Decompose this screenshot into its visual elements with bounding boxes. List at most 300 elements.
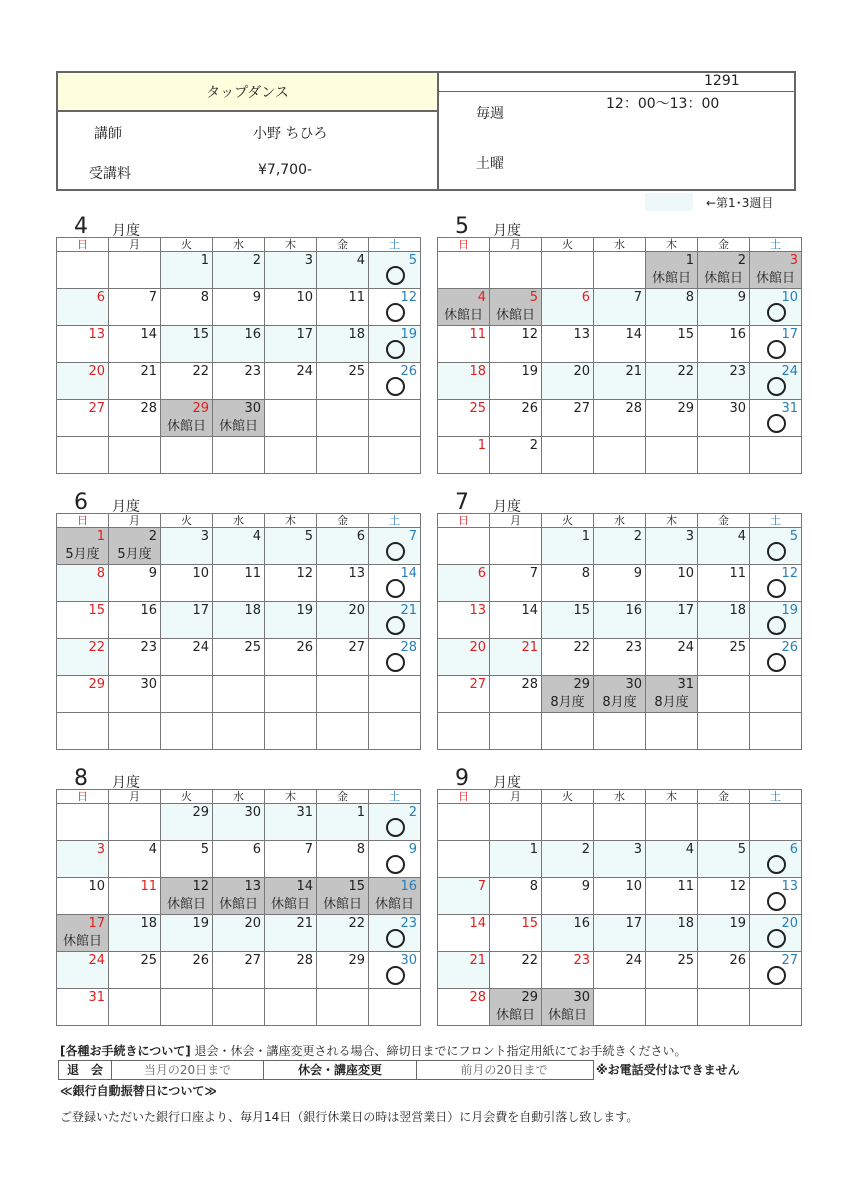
day-number: 13 [348, 566, 365, 581]
day-cell [750, 326, 802, 363]
weekday-header: 月 [490, 514, 542, 528]
day-cell [213, 326, 265, 363]
day-cell [594, 676, 646, 713]
day-cell [161, 252, 213, 289]
day-number: 18 [677, 916, 694, 931]
day-cell [594, 915, 646, 952]
day-cell [750, 804, 802, 841]
day-number: 19 [296, 603, 313, 618]
month-number: 5 [455, 214, 469, 239]
day-note: 8月度 [654, 695, 689, 710]
day-number: 14 [625, 327, 642, 342]
day-cell [265, 713, 317, 750]
day-cell [750, 989, 802, 1026]
day-cell [109, 252, 161, 289]
weekday-header: 木 [265, 238, 317, 252]
day-cell [438, 804, 490, 841]
day-cell [542, 528, 594, 565]
day-cell [213, 363, 265, 400]
class-day-circle-icon [386, 818, 405, 837]
day-cell [57, 841, 109, 878]
weekday-header: 金 [698, 238, 750, 252]
weekday-header: 金 [698, 514, 750, 528]
day-cell [594, 363, 646, 400]
day-number: 17 [88, 916, 105, 931]
day-cell [698, 639, 750, 676]
day-cell [646, 602, 698, 639]
day-number: 5 [737, 842, 746, 857]
day-number: 14 [140, 327, 157, 342]
day-cell [369, 565, 421, 602]
course-code: 1291 [704, 73, 740, 89]
day-note: 休館日 [703, 271, 743, 286]
day-cell [265, 841, 317, 878]
day-cell [265, 639, 317, 676]
day-number: 17 [625, 916, 642, 931]
day-cell [698, 400, 750, 437]
day-cell [161, 565, 213, 602]
legend-swatch [645, 193, 693, 211]
day-number: 1 [581, 529, 590, 544]
day-number: 2 [633, 529, 642, 544]
class-day-circle-icon [767, 855, 786, 874]
month-suffix: 月度 [493, 223, 521, 239]
day-cell [57, 676, 109, 713]
day-note: 休館日 [218, 419, 258, 434]
day-cell [317, 841, 369, 878]
day-cell [161, 713, 213, 750]
day-number: 18 [140, 916, 157, 931]
day-number: 25 [469, 401, 486, 416]
day-number: 18 [729, 603, 746, 618]
weekday-header: 水 [213, 790, 265, 804]
day-cell [646, 989, 698, 1026]
day-cell [646, 565, 698, 602]
day-cell [698, 565, 750, 602]
day-number: 15 [88, 603, 105, 618]
instructor-label: 講師 [94, 126, 122, 142]
day-cell [161, 326, 213, 363]
day-cell [161, 878, 213, 915]
day-cell [490, 639, 542, 676]
day-number: 4 [148, 842, 157, 857]
day-cell [109, 363, 161, 400]
day-cell [490, 676, 542, 713]
day-cell [369, 252, 421, 289]
day-number: 9 [737, 290, 746, 305]
day-number: 19 [729, 916, 746, 931]
day-cell [698, 289, 750, 326]
day-cell [750, 915, 802, 952]
day-number: 21 [140, 364, 157, 379]
day-number: 10 [296, 290, 313, 305]
day-cell [265, 437, 317, 474]
weekday-header: 土 [750, 790, 802, 804]
day-cell [265, 289, 317, 326]
day-number: 19 [400, 327, 417, 342]
day-number: 5 [304, 529, 313, 544]
day-cell [594, 289, 646, 326]
day-cell [161, 989, 213, 1026]
day-number: 21 [521, 640, 538, 655]
day-cell [698, 363, 750, 400]
day-cell [646, 437, 698, 474]
day-cell [438, 639, 490, 676]
day-cell [57, 400, 109, 437]
day-cell [438, 989, 490, 1026]
course-title: タップダンス [206, 85, 289, 101]
day-number: 15 [348, 879, 365, 894]
day-number: 10 [192, 566, 209, 581]
class-day-circle-icon [386, 616, 405, 635]
day-cell [542, 713, 594, 750]
day-cell [369, 437, 421, 474]
day-number: 12 [192, 879, 209, 894]
day-cell [109, 676, 161, 713]
day-number: 24 [781, 364, 798, 379]
day-cell [490, 713, 542, 750]
day-number: 15 [521, 916, 538, 931]
day-cell [646, 252, 698, 289]
day-cell [369, 602, 421, 639]
phone-note: ※お電話受付はできません [596, 1063, 740, 1077]
day-cell [109, 713, 161, 750]
day-cell [57, 363, 109, 400]
day-cell [265, 400, 317, 437]
day-number: 9 [408, 842, 417, 857]
day-number: 20 [781, 916, 798, 931]
day-note: 5月度 [65, 547, 100, 562]
day-number: 26 [400, 364, 417, 379]
day-cell [213, 804, 265, 841]
day-cell [57, 915, 109, 952]
day-cell [750, 565, 802, 602]
day-cell [542, 602, 594, 639]
day-cell [265, 565, 317, 602]
day-cell [490, 289, 542, 326]
class-day-circle-icon [767, 892, 786, 911]
day-cell [57, 639, 109, 676]
week-note: ←第1･3週目 [706, 196, 774, 210]
weekday-header: 土 [369, 790, 421, 804]
day-number: 26 [192, 953, 209, 968]
day-number: 16 [729, 327, 746, 342]
day-cell [490, 602, 542, 639]
day-number: 19 [781, 603, 798, 618]
weekday-header: 日 [57, 514, 109, 528]
class-day-circle-icon [767, 303, 786, 322]
day-number: 27 [781, 953, 798, 968]
month-number: 6 [74, 490, 88, 515]
month-suffix: 月度 [112, 499, 140, 515]
day-note: 休館日 [547, 1008, 587, 1023]
day-cell [317, 528, 369, 565]
day-cell [109, 915, 161, 952]
month-calendar [56, 237, 421, 474]
day-number: 22 [677, 364, 694, 379]
day-number: 9 [633, 566, 642, 581]
day-cell [57, 989, 109, 1026]
day-cell [369, 676, 421, 713]
day-number: 22 [521, 953, 538, 968]
day-cell [750, 878, 802, 915]
day-number: 7 [304, 842, 313, 857]
day-cell [213, 639, 265, 676]
month-suffix: 月度 [493, 775, 521, 791]
day-number: 23 [573, 953, 590, 968]
day-cell [317, 326, 369, 363]
day-cell [646, 841, 698, 878]
day-number: 23 [140, 640, 157, 655]
day-cell [594, 326, 646, 363]
day-cell [369, 989, 421, 1026]
day-number: 11 [729, 566, 746, 581]
day-cell [161, 639, 213, 676]
day-cell [369, 713, 421, 750]
day-number: 2 [581, 842, 590, 857]
day-number: 27 [88, 401, 105, 416]
day-cell [594, 804, 646, 841]
day-number: 2 [737, 253, 746, 268]
month-calendar [56, 513, 421, 750]
weekday-header: 日 [57, 790, 109, 804]
weekday-header: 火 [542, 790, 594, 804]
day-number: 19 [192, 916, 209, 931]
day-number: 29 [573, 677, 590, 692]
day-number: 22 [348, 916, 365, 931]
month-suffix: 月度 [112, 775, 140, 791]
day-cell [490, 989, 542, 1026]
day-number: 11 [677, 879, 694, 894]
day-cell [698, 252, 750, 289]
day-note: 休館日 [166, 897, 206, 912]
day-cell [594, 528, 646, 565]
day-number: 23 [625, 640, 642, 655]
day-cell [265, 326, 317, 363]
day-number: 13 [781, 879, 798, 894]
day-note: 休館日 [270, 897, 310, 912]
day-cell [213, 400, 265, 437]
day-cell [109, 804, 161, 841]
day-cell [542, 804, 594, 841]
day-cell [698, 841, 750, 878]
day-number: 9 [252, 290, 261, 305]
day-number: 19 [521, 364, 538, 379]
day-number: 4 [356, 253, 365, 268]
weekday-header: 木 [646, 514, 698, 528]
day-cell [161, 400, 213, 437]
day-number: 7 [408, 529, 417, 544]
day-number: 29 [677, 401, 694, 416]
day-cell [161, 528, 213, 565]
day-number: 30 [573, 990, 590, 1005]
day-cell [317, 289, 369, 326]
day-cell [57, 952, 109, 989]
day-cell [109, 602, 161, 639]
day-number: 10 [781, 290, 798, 305]
day-cell [161, 952, 213, 989]
day-cell [369, 841, 421, 878]
day-number: 12 [296, 566, 313, 581]
day-cell [750, 400, 802, 437]
day-number: 6 [96, 290, 105, 305]
month-calendar [56, 789, 421, 1026]
day-cell [490, 915, 542, 952]
day-cell [490, 841, 542, 878]
day-number: 28 [400, 640, 417, 655]
day-number: 26 [781, 640, 798, 655]
day-cell [646, 878, 698, 915]
day-note: 8月度 [602, 695, 637, 710]
day-cell [698, 528, 750, 565]
month-number: 4 [74, 214, 88, 239]
header-right-divider [439, 91, 796, 92]
day-cell [698, 878, 750, 915]
day-number: 18 [348, 327, 365, 342]
day-number: 27 [573, 401, 590, 416]
day-cell [265, 363, 317, 400]
day-cell [438, 289, 490, 326]
day-cell [369, 915, 421, 952]
day-number: 11 [140, 879, 157, 894]
day-cell [109, 400, 161, 437]
day-cell [57, 565, 109, 602]
day-cell [542, 289, 594, 326]
day-cell [369, 952, 421, 989]
day-number: 14 [296, 879, 313, 894]
day-cell [594, 989, 646, 1026]
weekday-header: 金 [317, 238, 369, 252]
day-number: 23 [244, 364, 261, 379]
day-cell [369, 528, 421, 565]
day-cell [265, 676, 317, 713]
day-cell [213, 878, 265, 915]
weekday-header: 火 [161, 238, 213, 252]
weekday-header: 木 [265, 514, 317, 528]
day-number: 17 [677, 603, 694, 618]
day-number: 12 [521, 327, 538, 342]
day-number: 4 [477, 290, 486, 305]
day-cell [438, 565, 490, 602]
day-cell [646, 915, 698, 952]
day-cell [698, 713, 750, 750]
day-number: 7 [529, 566, 538, 581]
day-cell [213, 252, 265, 289]
day-cell [490, 400, 542, 437]
weekday-header: 金 [317, 790, 369, 804]
day-cell [57, 602, 109, 639]
day-cell [317, 915, 369, 952]
day-cell [542, 400, 594, 437]
day-number: 27 [244, 953, 261, 968]
day-cell [213, 528, 265, 565]
day-cell [490, 326, 542, 363]
day-number: 15 [573, 603, 590, 618]
day-number: 26 [729, 953, 746, 968]
day-cell [317, 952, 369, 989]
day-number: 16 [140, 603, 157, 618]
day-number: 12 [729, 879, 746, 894]
class-day-circle-icon [386, 303, 405, 322]
day-number: 23 [729, 364, 746, 379]
day-number: 24 [88, 953, 105, 968]
class-day-circle-icon [386, 579, 405, 598]
day-number: 21 [625, 364, 642, 379]
day-cell [750, 528, 802, 565]
day-note: 休館日 [755, 271, 795, 286]
instructor-name: 小野 ちひろ [253, 126, 328, 142]
fee-value: ¥7,700- [258, 162, 313, 178]
day-number: 6 [581, 290, 590, 305]
pause-label: 休会・講座変更 [264, 1061, 417, 1079]
day-number: 25 [729, 640, 746, 655]
day-number: 3 [633, 842, 642, 857]
day-number: 13 [88, 327, 105, 342]
day-note: 休館日 [322, 897, 362, 912]
day-cell [265, 528, 317, 565]
day-cell [265, 252, 317, 289]
day-cell [213, 437, 265, 474]
day-cell [57, 804, 109, 841]
day-number: 3 [304, 253, 313, 268]
day-cell [265, 989, 317, 1026]
weekday-header: 水 [594, 238, 646, 252]
day-cell [369, 639, 421, 676]
day-cell [161, 289, 213, 326]
pause-deadline: 前月の20日まで [460, 1063, 548, 1077]
weekday-header: 金 [698, 790, 750, 804]
day-number: 20 [244, 916, 261, 931]
day-note: 8月度 [550, 695, 585, 710]
frequency: 毎週 [476, 106, 504, 122]
day-cell [161, 676, 213, 713]
day-number: 3 [200, 529, 209, 544]
day-cell [317, 713, 369, 750]
day-cell [57, 528, 109, 565]
day-cell [750, 252, 802, 289]
day-note: 休館日 [218, 897, 258, 912]
day-number: 16 [400, 879, 417, 894]
day-cell [265, 602, 317, 639]
day-cell [161, 363, 213, 400]
day-number: 22 [192, 364, 209, 379]
day-number: 11 [244, 566, 261, 581]
day-number: 11 [348, 290, 365, 305]
day-number: 17 [781, 327, 798, 342]
day-number: 4 [737, 529, 746, 544]
day-number: 8 [581, 566, 590, 581]
day-number: 2 [252, 253, 261, 268]
day-number: 14 [400, 566, 417, 581]
class-day-circle-icon [386, 266, 405, 285]
day-cell [698, 952, 750, 989]
day-cell [490, 878, 542, 915]
day-number: 29 [192, 401, 209, 416]
day-number: 17 [296, 327, 313, 342]
day-number: 25 [244, 640, 261, 655]
day-number: 1 [685, 253, 694, 268]
day-number: 6 [477, 566, 486, 581]
day-number: 2 [529, 438, 538, 453]
day-cell [750, 289, 802, 326]
day-cell [317, 363, 369, 400]
day-cell [438, 915, 490, 952]
day-number: 7 [633, 290, 642, 305]
day-number: 15 [192, 327, 209, 342]
day-number: 30 [625, 677, 642, 692]
day-number: 8 [529, 879, 538, 894]
day-cell [542, 565, 594, 602]
